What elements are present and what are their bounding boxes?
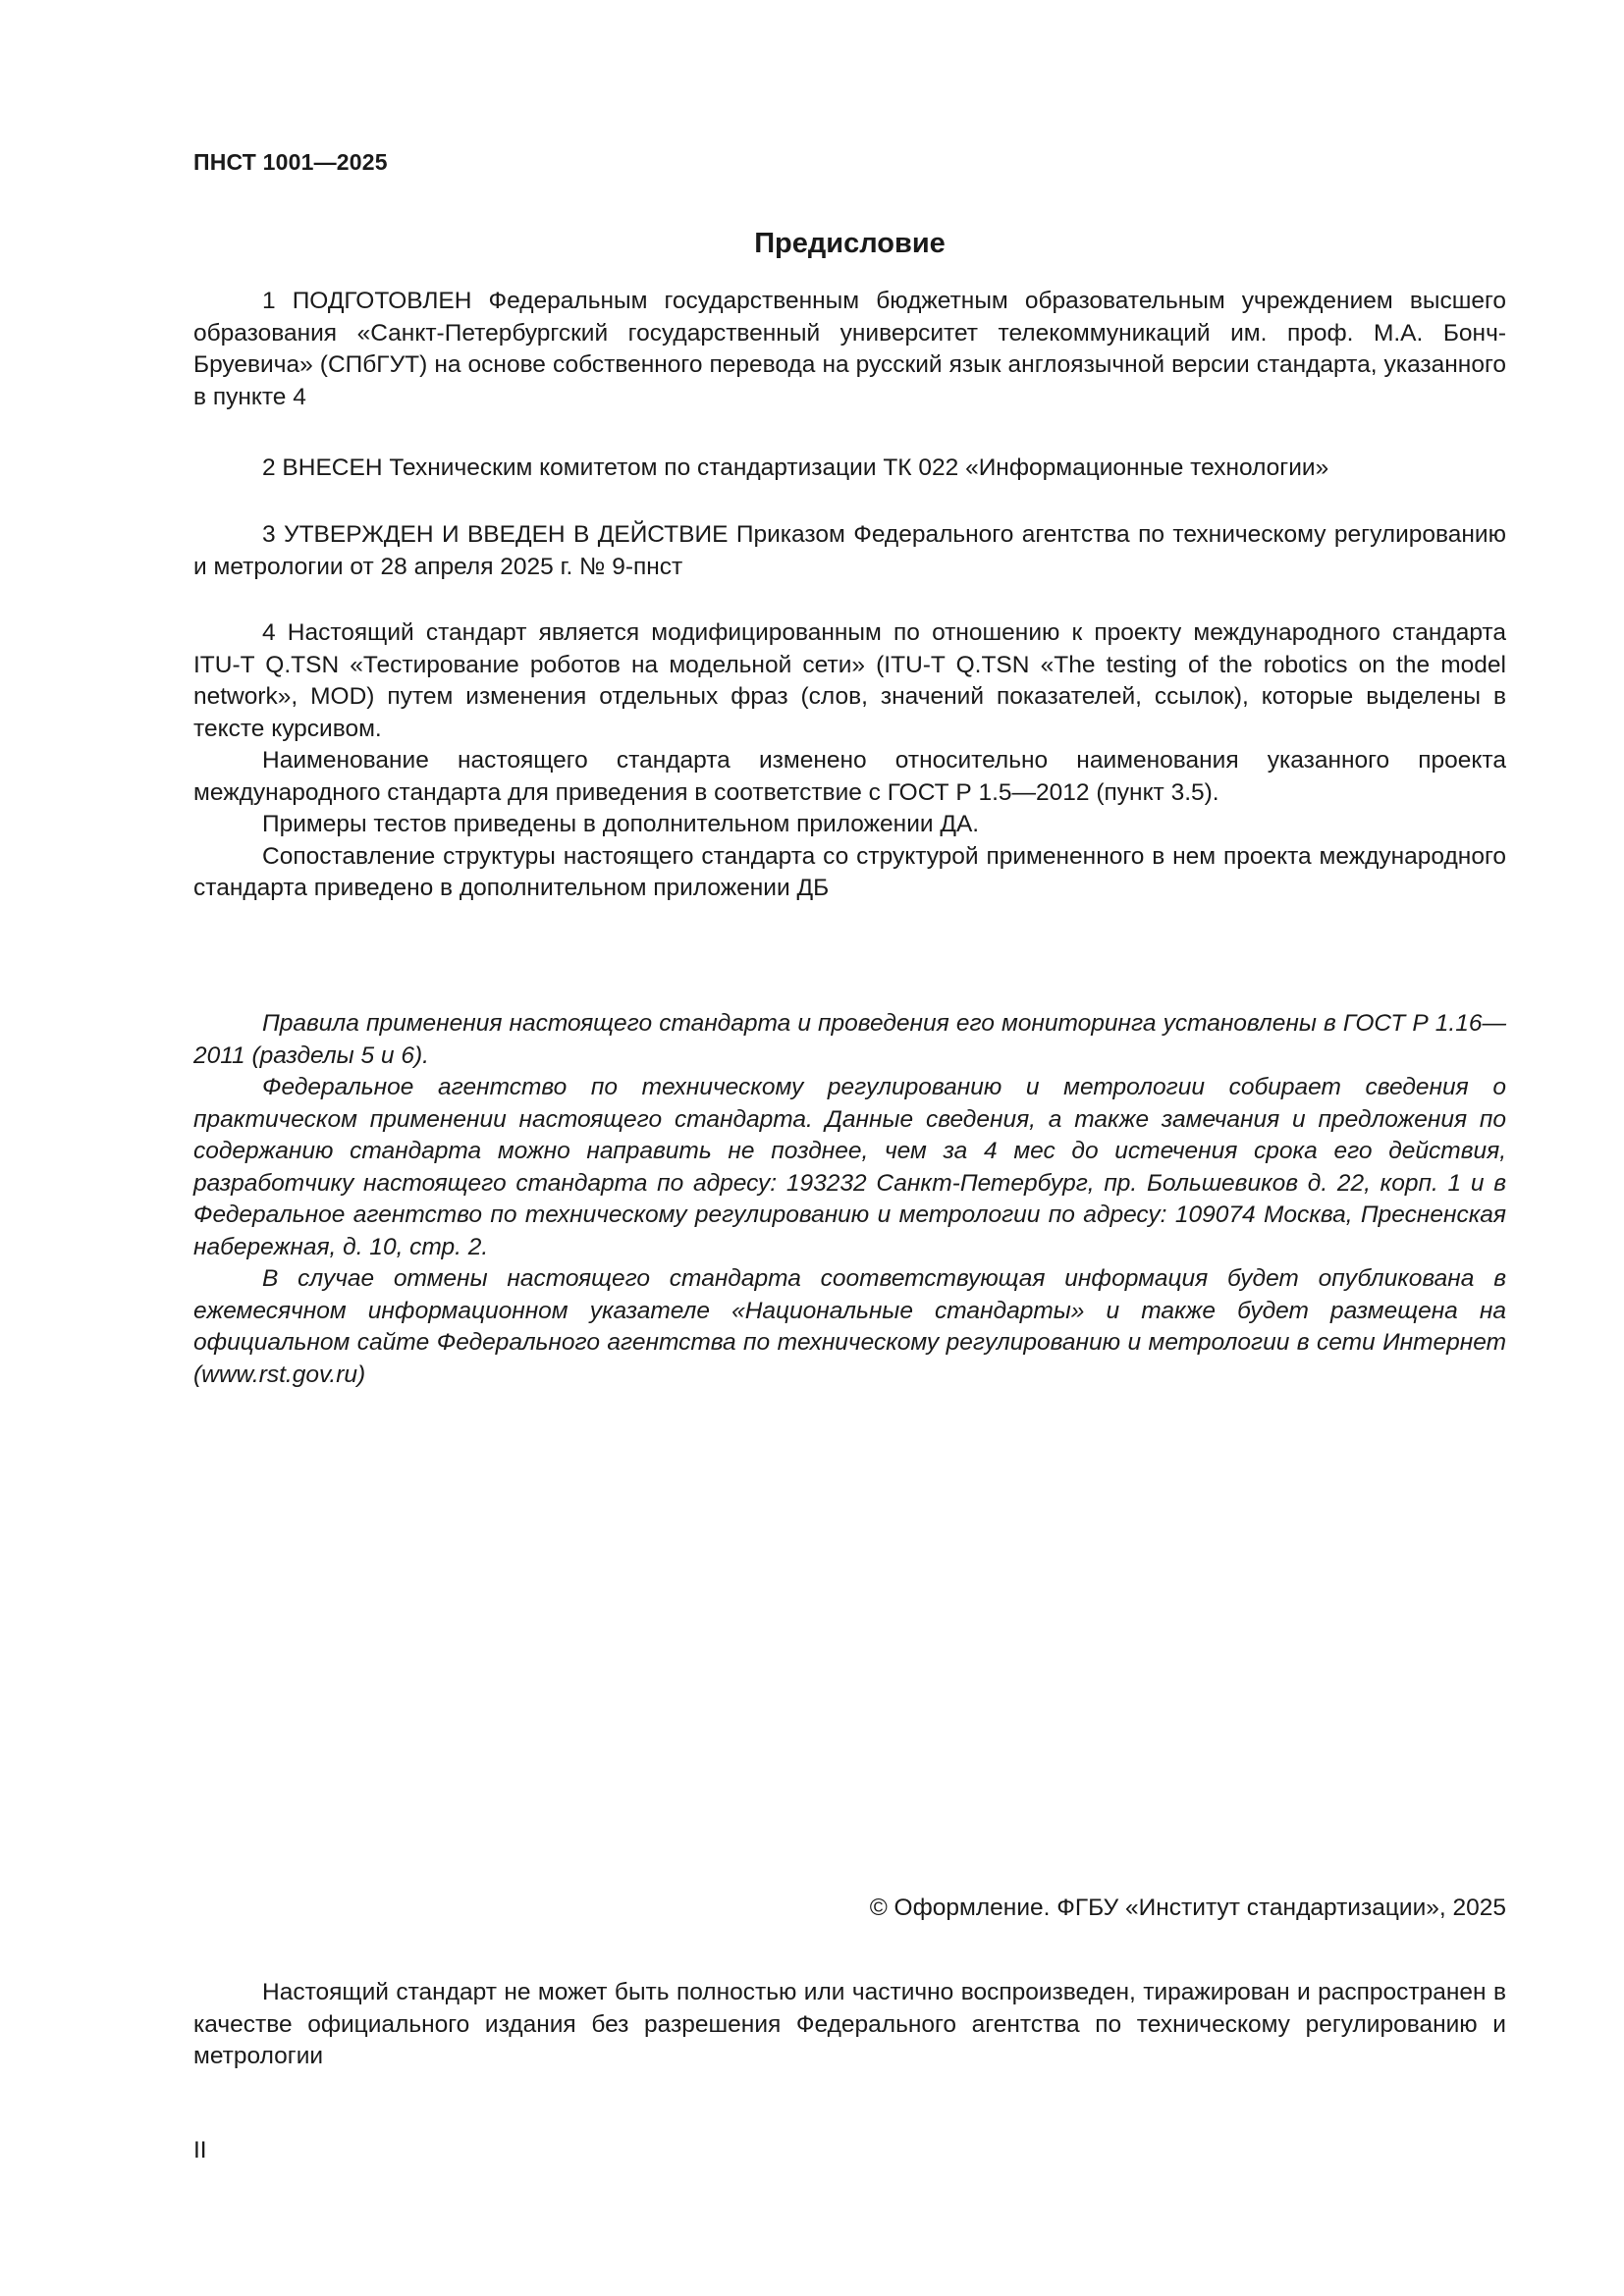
foreword-item-3: [193, 519, 1506, 583]
rules-paragraph-1: Правила применения настоящего стандарта и проведения его мониторинга установлены в ГОСТ Р 1.16—2011 (разделы 5 и 6).: [193, 1010, 1506, 1069]
page-title: Предисловие: [754, 228, 946, 259]
rules-paragraph-3: В случае отмены настоящего стандарта соответствующая информация будет опубликована в ежемесячном информационном указателе «Национальные стандарты» и также будет размещена на официальном сайте Федерального агентства по техническому регулированию и метрологии в сети Интернет (www.rst.gov.ru): [193, 1265, 1506, 1388]
foreword-item-4-examples-note: Примеры тестов приведены в дополнительном приложении ДА.: [262, 811, 980, 837]
foreword-item-1: [193, 286, 1506, 413]
reproduction-notice: [193, 1977, 1506, 2073]
copyright-line: © Оформление. ФГБУ «Институт стандартизации», 2025: [869, 1895, 1506, 1921]
rules-paragraph-2: Федеральное агентство по техническому регулированию и метрологии собирает сведения о практическом применении настоящего стандарта. Данные сведения, а также замечания и предложения по содержанию стандарта можно направить не позднее, чем за 4 мес до истечения срока его действия, разработчику настоящего стандарта по адресу: 193232 Санкт-Петербург, пр. Большевиков д. 22, корп. 1 и в Федеральное агентство по техническому регулированию и метрологии по адресу: 109074 Москва, Пресненская набережная, д. 10, стр. 2.: [193, 1074, 1506, 1260]
foreword-item-2: [193, 453, 1506, 485]
foreword-item-1-text: 1 ПОДГОТОВЛЕН Федеральным государственным бюджетным образовательным учреждением высшего образования «Санкт-Петербургский государственный университет телекоммуникаций им. проф. М.А. Бонч-Бруевича» (СПбГУТ) на основе собственного перевода на русский язык англоязычной версии стандарта, указанного в пункте 4: [193, 288, 1506, 410]
foreword-item-2-text: 2 ВНЕСЕН Техническим комитетом по стандартизации ТК 022 «Информационные технологии»: [262, 454, 1329, 481]
foreword-item-4-text: 4 Настоящий стандарт является модифицированным по отношению к проекту международного стандарта ITU-T Q.TSN «Тестирование роботов на модельной сети» (ITU-T Q.TSN «The testing of the robotics on the model network», MOD) путем изменения отдельных фраз (слов, значений показателей, ссылок), которые выделены в тексте курсивом.: [193, 619, 1506, 742]
foreword-item-4-name-note: Наименование настоящего стандарта изменено относительно наименования указанного проекта международного стандарта для приведения в соответствие с ГОСТ Р 1.5—2012 (пункт 3.5).: [193, 747, 1506, 806]
page-number: II: [193, 2137, 207, 2163]
standard-code: ПНСТ 1001—2025: [193, 149, 388, 175]
foreword-item-4: [193, 617, 1506, 905]
foreword-item-4-comparison-note: Сопоставление структуры настоящего стандарта со структурой примененного в нем проекта международного стандарта приведено в дополнительном приложении ДБ: [193, 842, 1506, 901]
foreword-item-3-text: 3 УТВЕРЖДЕН И ВВЕДЕН В ДЕЙСТВИЕ Приказом Федерального агентства по техническому регулированию и метрологии от 28 апреля 2025 г. № 9-пнст: [193, 521, 1506, 580]
application-rules: [193, 1008, 1506, 1391]
reproduction-notice-text: Настоящий стандарт не может быть полностью или частично воспроизведен, тиражирован и распространен в качестве официального издания без разрешения Федерального агентства по техническому регулированию и метрологии: [193, 1979, 1506, 2069]
